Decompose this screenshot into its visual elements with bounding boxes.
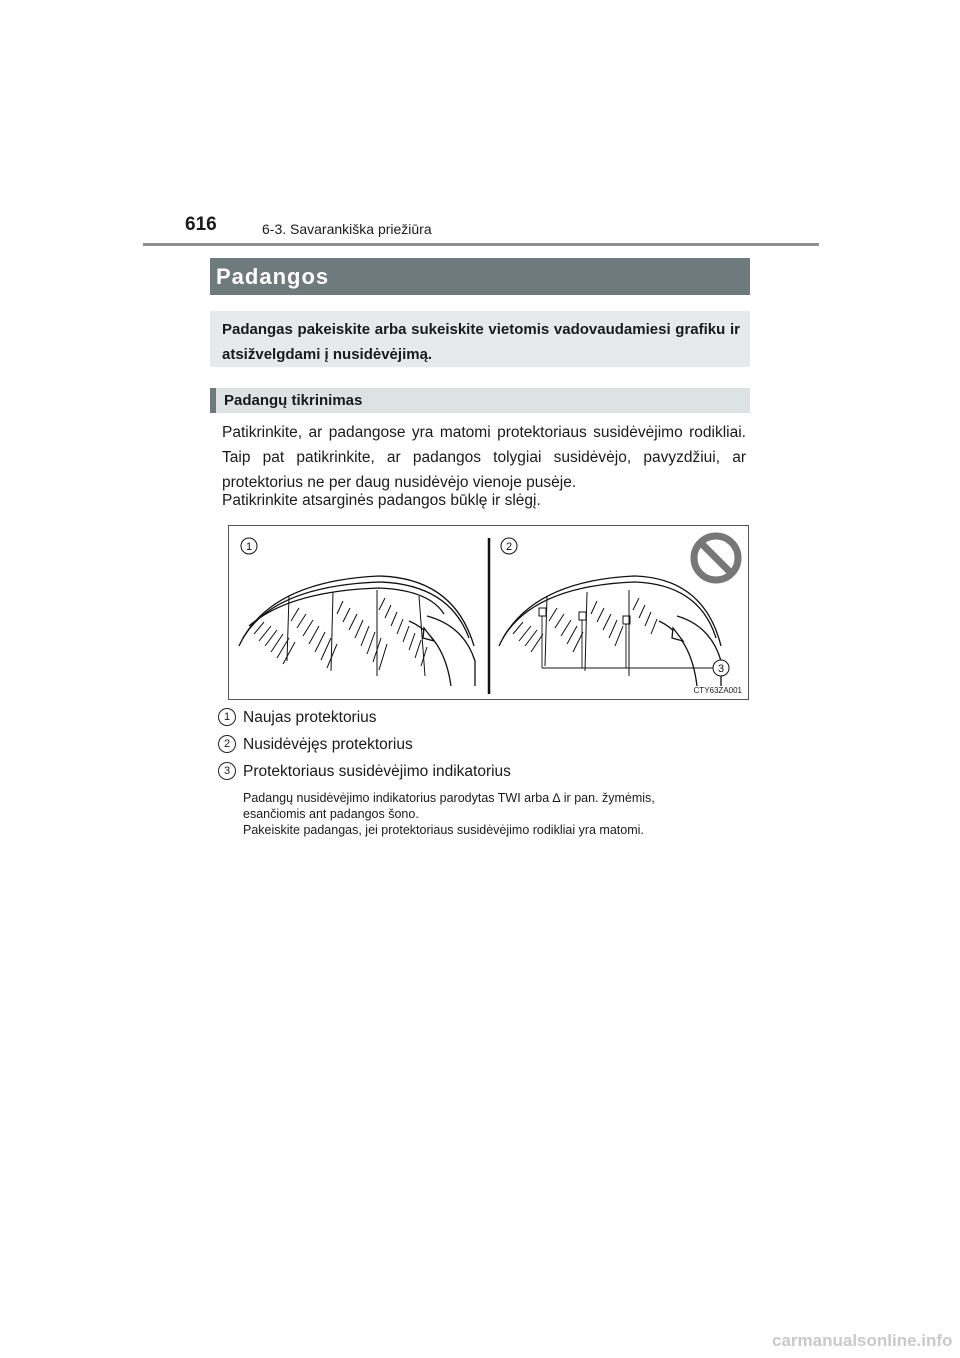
legend-item xyxy=(218,707,377,729)
callout-2: 2 xyxy=(505,541,513,553)
spare-tire-paragraph: Patikrinkite atsarginės padangos būklę ir slėgį. xyxy=(222,492,541,509)
legend-item xyxy=(218,734,413,756)
note-line: Pakeiskite padangas, jei protektoriaus susidėvėjimo rodikliai yra matomi. xyxy=(243,823,644,837)
legend-number: 1 xyxy=(218,708,236,726)
section-reference: 6-3. Savarankiška priežiūra xyxy=(262,221,432,237)
legend-number: 3 xyxy=(218,762,236,780)
figure-code: CTY63ZA001 xyxy=(693,686,742,695)
inspection-paragraph: Patikrinkite, ar padangose yra matomi protektoriaus susidėvėjimo rodikliai. Taip pat patikrinkite, ar padangos tolygiai susidėvėjo, pavyzdžiui, ar protektorius ne per daug nusidėvėjo vienoje pusėje. xyxy=(222,424,746,491)
header-divider xyxy=(143,243,819,246)
prohibited-icon xyxy=(694,536,738,580)
legend-text: Nusidėvėjęs protektorius xyxy=(243,736,413,753)
wear-indicator-note xyxy=(243,790,753,838)
page-number: 616 xyxy=(185,214,217,235)
watermark: carmanualsonline.info xyxy=(772,1331,953,1350)
new-tire-drawing xyxy=(239,576,475,686)
note-line: Padangų nusidėvėjimo indikatorius parodytas TWI arba ∆ ir pan. žymėmis, xyxy=(243,791,655,805)
legend-number: 2 xyxy=(218,735,236,753)
callout-1: 1 xyxy=(245,541,253,553)
page-title: Padangos xyxy=(210,258,750,295)
legend-text: Naujas protektorius xyxy=(243,709,377,726)
note-line: esančiomis ant padangos šono. xyxy=(243,807,419,821)
legend-text: Protektoriaus susidėvėjimo indikatorius xyxy=(243,763,511,780)
legend-item xyxy=(218,761,511,783)
intro-summary: Padangas pakeiskite arba sukeiskite vietomis vadovaudamiesi grafiku ir atsižvelgdami į nusidėvėjimą. xyxy=(210,311,750,367)
tire-tread-illustration xyxy=(228,525,749,700)
subsection-heading: Padangų tikrinimas xyxy=(210,388,750,413)
tire-drawing xyxy=(229,526,748,699)
worn-tire-drawing xyxy=(499,576,721,686)
callout-3: 3 xyxy=(717,663,725,675)
